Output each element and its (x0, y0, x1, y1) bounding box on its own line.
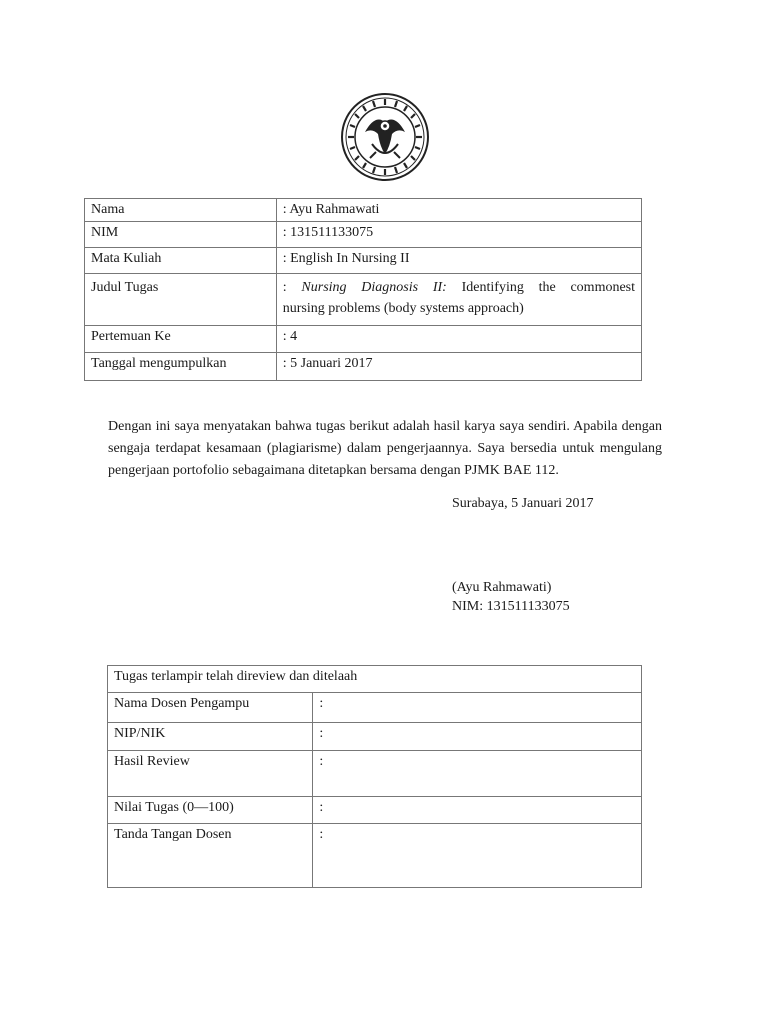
declaration-paragraph: Dengan ini saya menyatakan bahwa tugas berikut adalah hasil karya saya sendiri. Apabila dengan sengaja terdapat kesamaan (plagiarisme) dalam pengerjaannya. Saya bersedia untuk mengulang pengerjaan portofolio sebagaimana ditetapkan bersama dengan PJMK BAE 112. (108, 419, 662, 478)
table-row (108, 723, 642, 751)
signature-nim: NIM: 131511133075 (452, 599, 570, 614)
nim-label: NIM (85, 222, 277, 248)
course-label: Mata Kuliah (85, 248, 277, 274)
table-row (108, 824, 642, 888)
nip-value: : (313, 723, 642, 751)
signature-name: (Ayu Rahmawati) (452, 580, 552, 595)
title-italic: Nursing Diagnosis II: (301, 280, 447, 295)
review-result-label: Hasil Review (108, 751, 313, 797)
lecturer-name-label: Nama Dosen Pengampu (108, 693, 313, 723)
table-row (108, 797, 642, 824)
table-row (85, 222, 642, 248)
meeting-label: Pertemuan Ke (85, 326, 277, 353)
table-row (85, 199, 642, 222)
course-value: : English In Nursing II (276, 248, 641, 274)
table-row (108, 751, 642, 797)
table-row (85, 326, 642, 353)
table-row (85, 274, 642, 326)
title-value-line1 (283, 277, 635, 298)
title-rest-line1: Identifying the commonest (461, 280, 636, 295)
student-info-table (84, 198, 642, 381)
place-date: Surabaya, 5 Januari 2017 (452, 496, 594, 511)
title-colon: : (282, 280, 302, 295)
review-header: Tugas terlampir telah direview dan ditelaah (108, 666, 642, 693)
name-label: Nama (85, 199, 277, 222)
submission-date-label: Tanggal mengumpulkan (85, 353, 277, 381)
submission-date-value: : 5 Januari 2017 (276, 353, 641, 381)
lecturer-signature-label: Tanda Tangan Dosen (108, 824, 313, 888)
review-table (107, 665, 642, 888)
review-result-value: : (313, 751, 642, 797)
title-value (276, 274, 641, 326)
university-emblem-icon (340, 92, 430, 182)
title-label: Judul Tugas (85, 274, 277, 326)
meeting-value: : 4 (276, 326, 641, 353)
nim-value: : 131511133075 (276, 222, 641, 248)
lecturer-name-value: : (313, 693, 642, 723)
table-row (108, 693, 642, 723)
grade-label: Nilai Tugas (0—100) (108, 797, 313, 824)
title-value-line2: nursing problems (body systems approach) (282, 301, 524, 316)
table-row (85, 353, 642, 381)
nip-label: NIP/NIK (108, 723, 313, 751)
grade-value: : (313, 797, 642, 824)
table-row (85, 248, 642, 274)
name-value: : Ayu Rahmawati (276, 199, 641, 222)
table-row (108, 666, 642, 693)
lecturer-signature-value: : (313, 824, 642, 888)
